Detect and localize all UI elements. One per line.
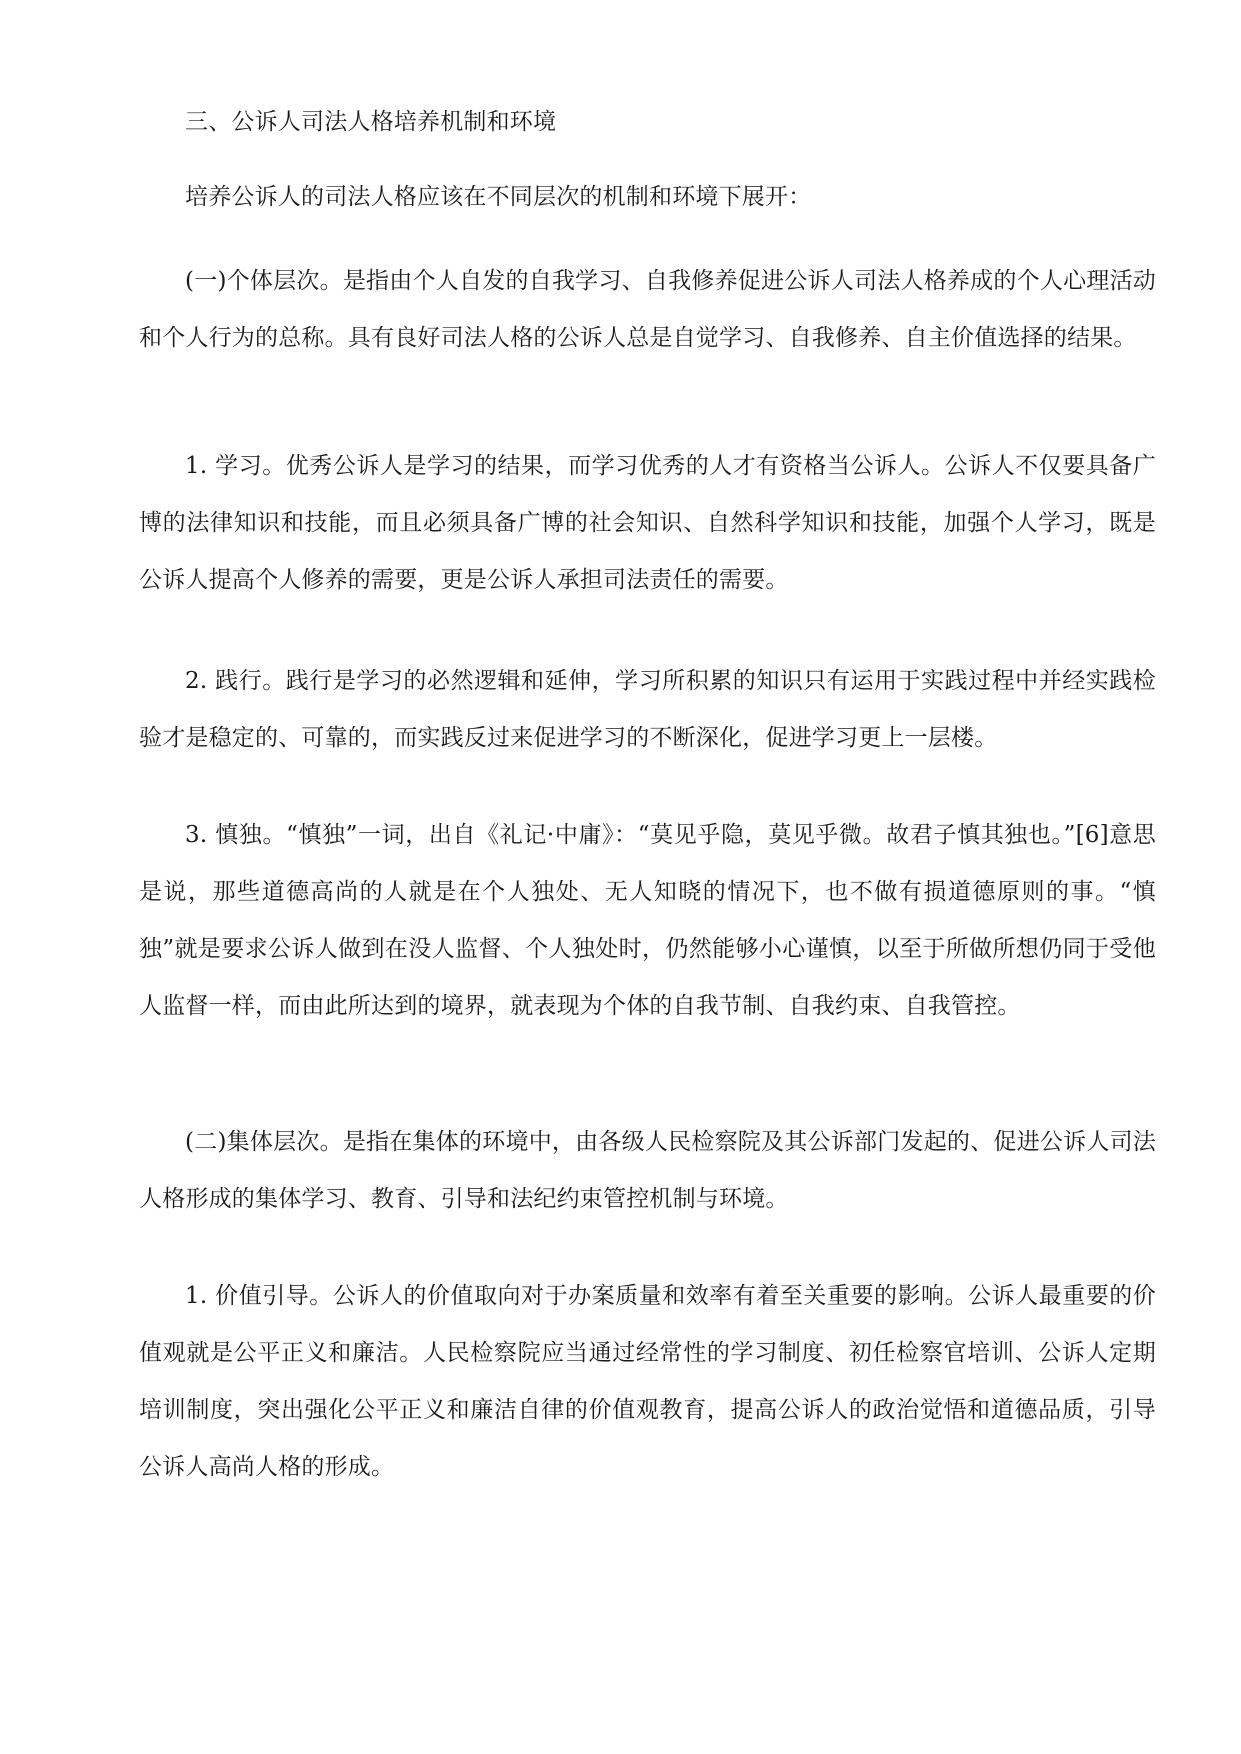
paragraph-practice: 2. 践行。践行是学习的必然逻辑和延伸，学习所积累的知识只有运用于实践过程中并经实践检验才是稳定的、可靠的，而实践反过来促进学习的不断深化，促进学习更上一层楼。 [139,668,1156,751]
paragraph-study: 1. 学习。优秀公诉人是学习的结果，而学习优秀的人才有资格当公诉人。公诉人不仅要具备广博的法律知识和技能，而且必须具备广博的社会知识、自然科学知识和技能，加强个人学习，既是公诉人提高个人修养的需要，更是公诉人承担司法责任的需要。 [139,453,1156,593]
paragraph-value-guidance: 1. 价值引导。公诉人的价值取向对于办案质量和效率有着至关重要的影响。公诉人最重要的价值观就是公平正义和廉洁。人民检察院应当通过经常性的学习制度、初任检察官培训、公诉人定期培训制度，突出强化公平正义和廉洁自律的价值观教育，提高公诉人的政治觉悟和道德品质，引导公诉人高尚人格的形成。 [139,1283,1156,1480]
paragraph-intro: 培养公诉人的司法人格应该在不同层次的机制和环境下展开： [185,184,812,210]
paragraph-self-discipline: 3. 慎独。“慎独”一词，出自《礼记·中庸》：“莫见乎隐，莫见乎微。故君子慎其独也。”[6]意思是说，那些道德高尚的人就是在个人独处、无人知晓的情况下，也不做有损道德原则的事。“慎独”就是要求公诉人做到在没人监督、个人独处时，仍然能够小心谨慎，以至于所做所想仍同于受他人监督一样，而由此所达到的境界，就表现为个体的自我节制、自我约束、自我管控。 [139,822,1156,1019]
paragraph-individual-level: (一)个体层次。是指由个人自发的自我学习、自我修养促进公诉人司法人格养成的个人心理活动和个人行为的总称。具有良好司法人格的公诉人总是自觉学习、自我修养、自主价值选择的结果。 [139,268,1156,351]
paragraph-collective-level: (二)集体层次。是指在集体的环境中，由各级人民检察院及其公诉部门发起的、促进公诉人司法人格形成的集体学习、教育、引导和法纪约束管控机制与环境。 [139,1129,1156,1212]
section-heading: 三、公诉人司法人格培养机制和环境 [185,109,557,135]
